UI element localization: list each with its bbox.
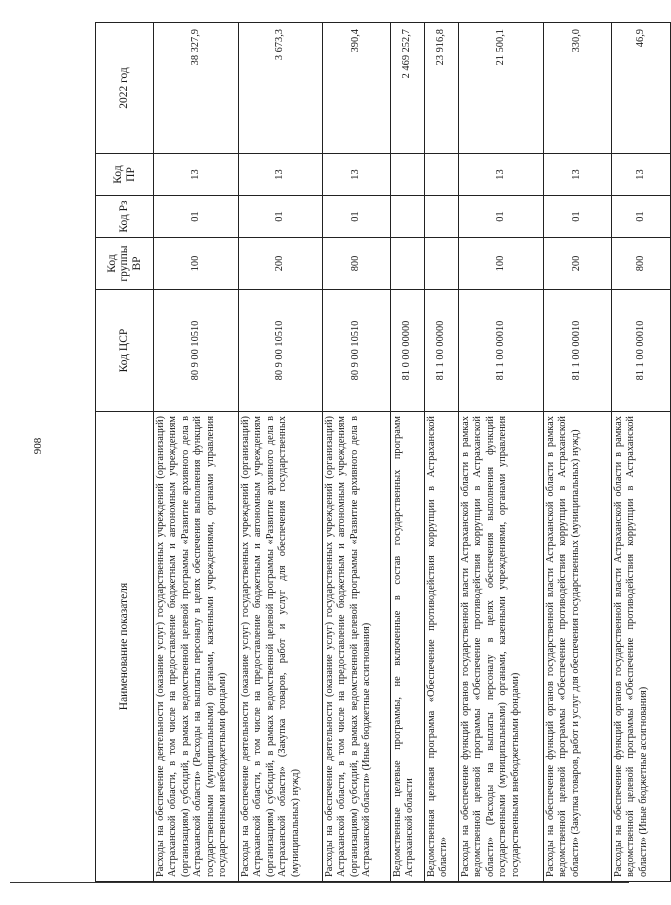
row-name: Расходы на обеспечение функций органов государственной власти Астраханской области в рамках ведомственной целевой программы «Обеспечение противодействия коррупции в Астраханской области» (Расходы на выплаты персоналу в целях обеспечения выполнения функций государственными (муниципальными) органами, казенными учреждениями, органами управления государственными внебюджетными фондами) <box>459 412 544 882</box>
row-rz <box>391 196 425 238</box>
row-csr: 80 9 00 10510 <box>154 290 239 412</box>
row-name: Расходы на обеспечение функций органов государственной власти Астраханской области в рамках ведомственной целевой программы «Обеспечение противодействия коррупции в Астраханской области» (Иные бюджетные ассигнования) <box>612 412 671 882</box>
row-csr: 81 1 00 00000 <box>425 290 459 412</box>
table-row <box>425 23 459 882</box>
row-name: Расходы на обеспечение деятельности (оказание услуг) государственных учреждений (организаций) Астраханской области, в том числе на предоставление бюджетным и автономным учреждениям (организациям) субсидий, в рамках ведомственной целевой программы «Развитие архивного дела в Астраханской области» (Расходы на выплаты персоналу в целях обеспечения выполнения функций государственными (муниципальными) органами, казенными учреждениями, органами управления государственными внебюджетными фондами) <box>154 412 239 882</box>
header-csr: Код ЦСР <box>96 290 154 412</box>
row-name: Расходы на обеспечение деятельности (оказание услуг) государственных учреждений (организаций) Астраханской области, в том числе на предоставление бюджетным и автономным учреждениям (организациям) субсидий, в рамках ведомственной целевой программы «Развитие архивного дела в Астраханской области» (Иные бюджетные ассигнования) <box>323 412 391 882</box>
row-name: Расходы на обеспечение функций органов государственной власти Астраханской области в рамках ведомственной целевой программы «Обеспечение противодействия коррупции в Астраханской области» (Закупка товаров, работ и услуг для обеспечения государственных (муниципальных) нужд) <box>544 412 612 882</box>
row-rz: 01 <box>544 196 612 238</box>
row-pr <box>425 154 459 196</box>
row-csr: 81 1 00 00010 <box>544 290 612 412</box>
table-row <box>239 23 323 882</box>
page-bottom-divider <box>10 882 629 883</box>
row-value: 3 673,3 <box>239 23 323 154</box>
header-year: 2022 год <box>96 23 154 154</box>
row-pr: 13 <box>459 154 544 196</box>
row-vr: 200 <box>544 238 612 290</box>
table-row <box>323 23 391 882</box>
table-header-row <box>96 23 154 882</box>
row-vr: 100 <box>459 238 544 290</box>
row-csr: 80 9 00 10510 <box>323 290 391 412</box>
header-rz: Код Рз <box>96 196 154 238</box>
header-vr: Код группы ВР <box>96 238 154 290</box>
row-pr: 13 <box>544 154 612 196</box>
row-vr: 800 <box>323 238 391 290</box>
row-name: Ведомственные целевые программы, не включенные в состав государственных программ Астраханской области <box>391 412 425 882</box>
row-pr: 13 <box>239 154 323 196</box>
row-value: 390,4 <box>323 23 391 154</box>
row-value: 46,9 <box>612 23 671 154</box>
row-pr: 13 <box>612 154 671 196</box>
header-name: Наименование показателя <box>96 412 154 882</box>
row-value: 38 327,9 <box>154 23 239 154</box>
rotated-table-frame <box>95 23 670 882</box>
table-row <box>154 23 239 882</box>
table-row <box>391 23 425 882</box>
row-rz: 01 <box>459 196 544 238</box>
header-pr: Код ПР <box>96 154 154 196</box>
row-value: 2 469 252,7 <box>391 23 425 154</box>
row-rz: 01 <box>239 196 323 238</box>
table-row <box>612 23 671 882</box>
row-pr: 13 <box>323 154 391 196</box>
row-value: 21 500,1 <box>459 23 544 154</box>
budget-table <box>95 22 671 882</box>
table-row <box>459 23 544 882</box>
row-rz: 01 <box>612 196 671 238</box>
row-value: 23 916,8 <box>425 23 459 154</box>
row-csr: 80 9 00 10510 <box>239 290 323 412</box>
row-name: Ведомственная целевая программа «Обеспечение противодействия коррупции в Астраханской области» <box>425 412 459 882</box>
row-rz: 01 <box>323 196 391 238</box>
row-vr: 200 <box>239 238 323 290</box>
row-csr: 81 0 00 00000 <box>391 290 425 412</box>
row-value: 330,0 <box>544 23 612 154</box>
row-pr: 13 <box>154 154 239 196</box>
row-vr: 100 <box>154 238 239 290</box>
row-csr: 81 1 00 00010 <box>459 290 544 412</box>
rotated-page-container <box>95 23 670 882</box>
row-vr: 800 <box>612 238 671 290</box>
row-vr <box>425 238 459 290</box>
row-csr: 81 1 00 00010 <box>612 290 671 412</box>
table-row <box>544 23 612 882</box>
page-number: 908 <box>32 437 44 455</box>
row-pr <box>391 154 425 196</box>
row-rz: 01 <box>154 196 239 238</box>
row-vr <box>391 238 425 290</box>
row-name: Расходы на обеспечение деятельности (оказание услуг) государственных учреждений (организаций) Астраханской области, в том числе на предоставление бюджетным и автономным учреждениям (организациям) субсидий, в рамках ведомственной целевой программы «Развитие архивного дела в Астраханской области» (Закупка товаров, работ и услуг для обеспечения государственных (муниципальных) нужд) <box>239 412 323 882</box>
row-rz <box>425 196 459 238</box>
